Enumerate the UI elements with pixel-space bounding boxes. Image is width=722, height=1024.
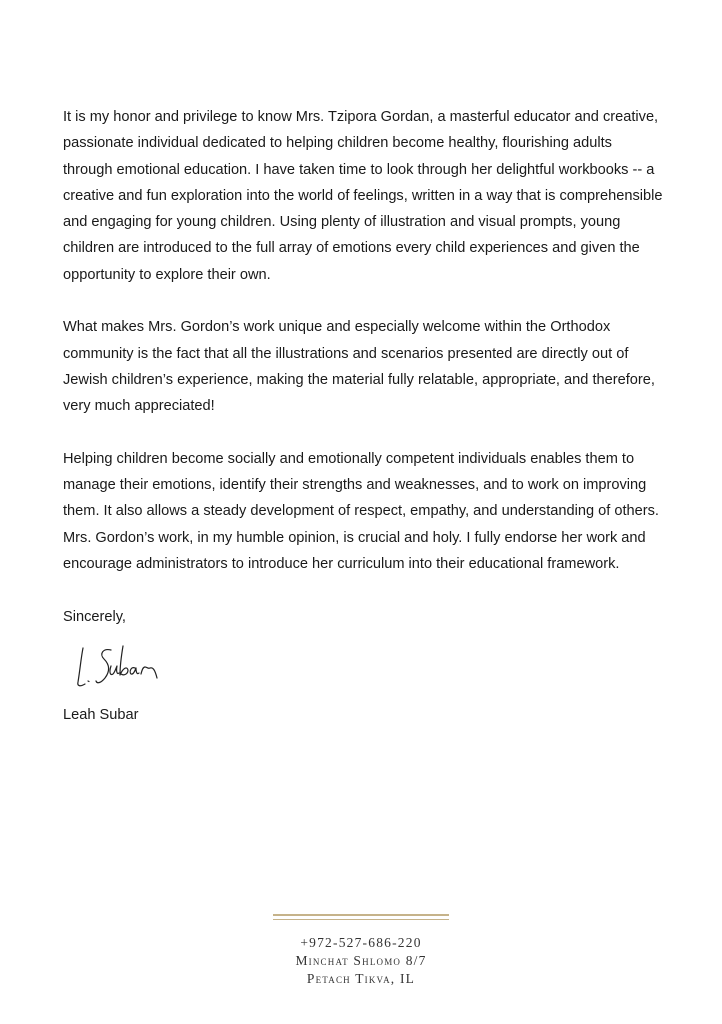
letter-paragraph-1: It is my honor and privilege to know Mrs. Tzipora Gordan, a masterful educator and creative, passionate individual dedicated to helping children become healthy, flourishing adults through emotional education. I have taken time to look through her delightful workbooks -- a creative and fun exploration into the world of feelings, written in a way that is comprehensible and engaging for young children. Using plenty of illustration and visual prompts, young children are introduced to the full array of emotions every child experiences and given the opportunity to explore their own. — [63, 109, 663, 283]
letter-body — [63, 104, 663, 728]
letter-paragraph-3: Helping children become socially and emotionally competent individuals enables them to manage their emotions, identify their strengths and weaknesses, and to work on improving them. It also allows a steady development of respect, empathy, and understanding of others. Mrs. Gordon’s work, in my humble opinion, is crucial and holy. I fully endorse her work and encourage administrators to introduce her curriculum into their educational framework. — [63, 450, 659, 573]
letter-paragraph-2: What makes Mrs. Gordon’s work unique and especially welcome within the Orthodox community is the fact that all the illustrations and scenarios presented are directly out of Jewish children’s experience, making the material fully relatable, appropriate, and therefore, very much appreciated! — [63, 319, 655, 415]
footer-phone: +972-527-686-220 — [300, 935, 422, 950]
handwritten-signature — [71, 640, 181, 696]
footer-address-line-1: Minchat Shlomo 8/7 — [295, 953, 427, 968]
letter-closing: Sincerely, — [63, 608, 126, 625]
footer-divider — [273, 914, 449, 920]
signer-name: Leah Subar — [63, 706, 139, 723]
letterhead-footer — [0, 914, 722, 988]
footer-address-line-2: Petach Tikva, IL — [306, 971, 416, 986]
